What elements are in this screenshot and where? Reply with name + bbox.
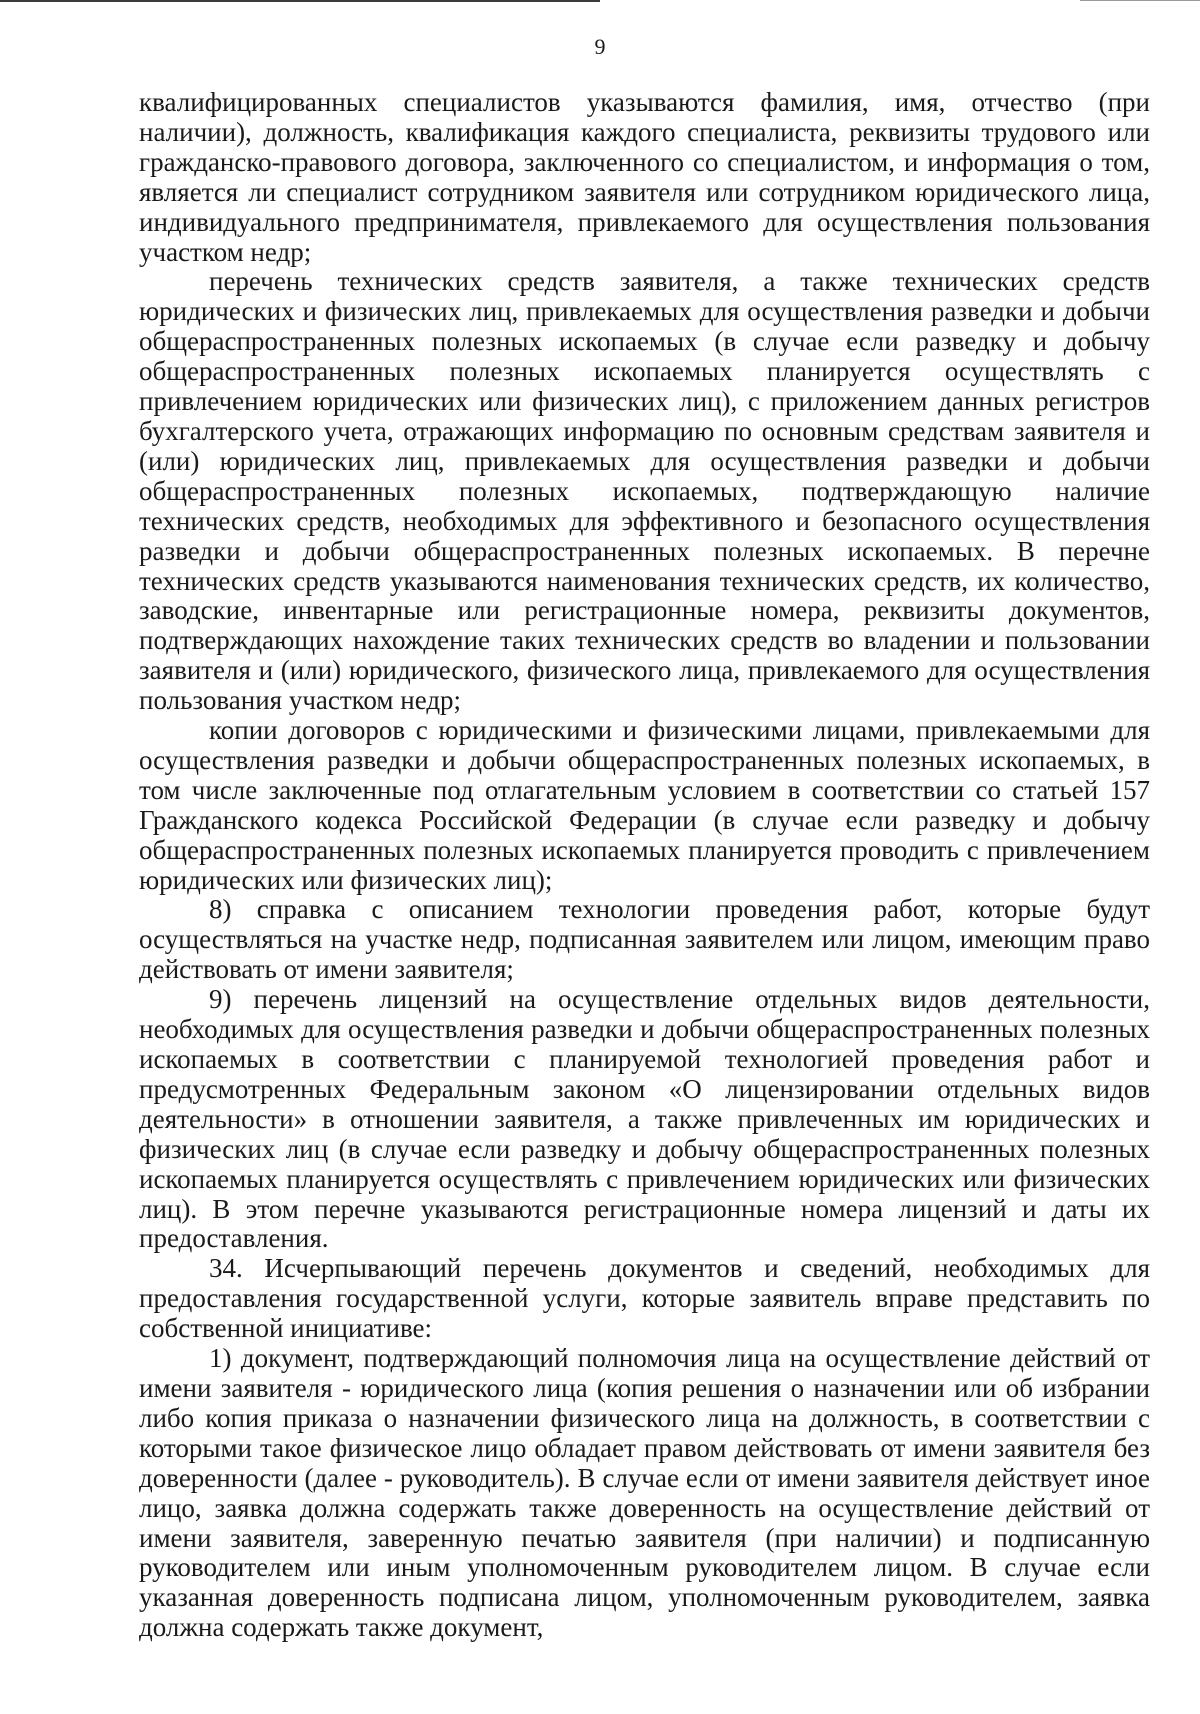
paragraph-contract-copies: копии договоров с юридическими и физическими лицами, привлекаемыми для осуществления разведки и добычи общераспространенных полезных ископаемых, в том числе заключенные под отлагательным условием в соответствии со статьей 157 Гражданского кодекса Российской Федерации (в случае если разведку и добычу общераспространенных полезных ископаемых планируется проводить с привлечением юридических или физических лиц);	[139, 715, 1150, 895]
document-body	[139, 88, 1150, 1643]
paragraph-item-9: 9) перечень лицензий на осуществление отдельных видов деятельности, необходимых для осуществления разведки и добычи общераспространенных полезных ископаемых в соответствии с планируемой технологией проведения работ и предусмотренных Федеральным законом «О лицензировании отдельных видов деятельности» в отношении заявителя, а также привлеченных им юридических и физических лиц (в случае если разведку и добычу общераспространенных полезных ископаемых планируется осуществлять с привлечением юридических или физических лиц). В этом перечне указываются регистрационные номера лицензий и даты их предоставления.	[139, 984, 1150, 1254]
paragraph-item-1: 1) документ, подтверждающий полномочия лица на осуществление действий от имени заявителя - юридического лица (копия решения о назначении или об избрании либо копия приказа о назначении физического лица на должность, в соответствии с которыми такое физическое лицо обладает правом действовать от имени заявителя без доверенности (далее - руководитель). В случае если от имени заявителя действует иное лицо, заявка должна содержать также доверенность на осуществление действий от имени заявителя, заверенную печатью заявителя (при наличии) и подписанную руководителем или иным уполномоченным руководителем лицом. В случае если указанная доверенность подписана лицом, уполномоченным руководителем, заявка должна содержать также документ,	[139, 1343, 1150, 1643]
paragraph-technical-means-list: перечень технических средств заявителя, а также технических средств юридических и физических лиц, привлекаемых для осуществления разведки и добычи общераспространенных полезных ископаемых (в случае если разведку и добычу общераспространенных полезных ископаемых планируется осуществлять с привлечением юридических или физических лиц), с приложением данных регистров бухгалтерского учета, отражающих информацию по основным средствам заявителя и (или) юридических лиц, привлекаемых для осуществления разведки и добычи общераспространенных полезных ископаемых, подтверждающую наличие технических средств, необходимых для эффективного и безопасного осуществления разведки и добычи общераспространенных полезных ископаемых. В перечне технических средств указываются наименования технических средств, их количество, заводские, инвентарные или регистрационные номера, реквизиты документов, подтверждающих нахождение таких технических средств во владении и пользовании заявителя и (или) юридического, физического лица, привлекаемого для осуществления пользования участком недр;	[139, 266, 1150, 716]
scan-edge-line-right	[1080, 0, 1200, 1]
paragraph-item-8: 8) справка с описанием технологии проведения работ, которые будут осуществляться на участке недр, подписанная заявителем или лицом, имеющим право действовать от имени заявителя;	[139, 894, 1150, 985]
scan-edge-line	[0, 0, 600, 2]
paragraph-specialists-continuation: квалифицированных специалистов указываются фамилия, имя, отчество (при наличии), должность, квалификация каждого специалиста, реквизиты трудового или гражданско-правового договора, заключенного со специалистом, и информация о том, является ли специалист сотрудником заявителя или сотрудником юридического лица, индивидуального предпринимателя, привлекаемого для осуществления пользования участком недр;	[139, 87, 1150, 267]
paragraph-section-34: 34. Исчерпывающий перечень документов и сведений, необходимых для предоставления государственной услуги, которые заявитель вправе представить по собственной инициативе:	[139, 1253, 1150, 1344]
page-number: 9	[594, 34, 606, 59]
